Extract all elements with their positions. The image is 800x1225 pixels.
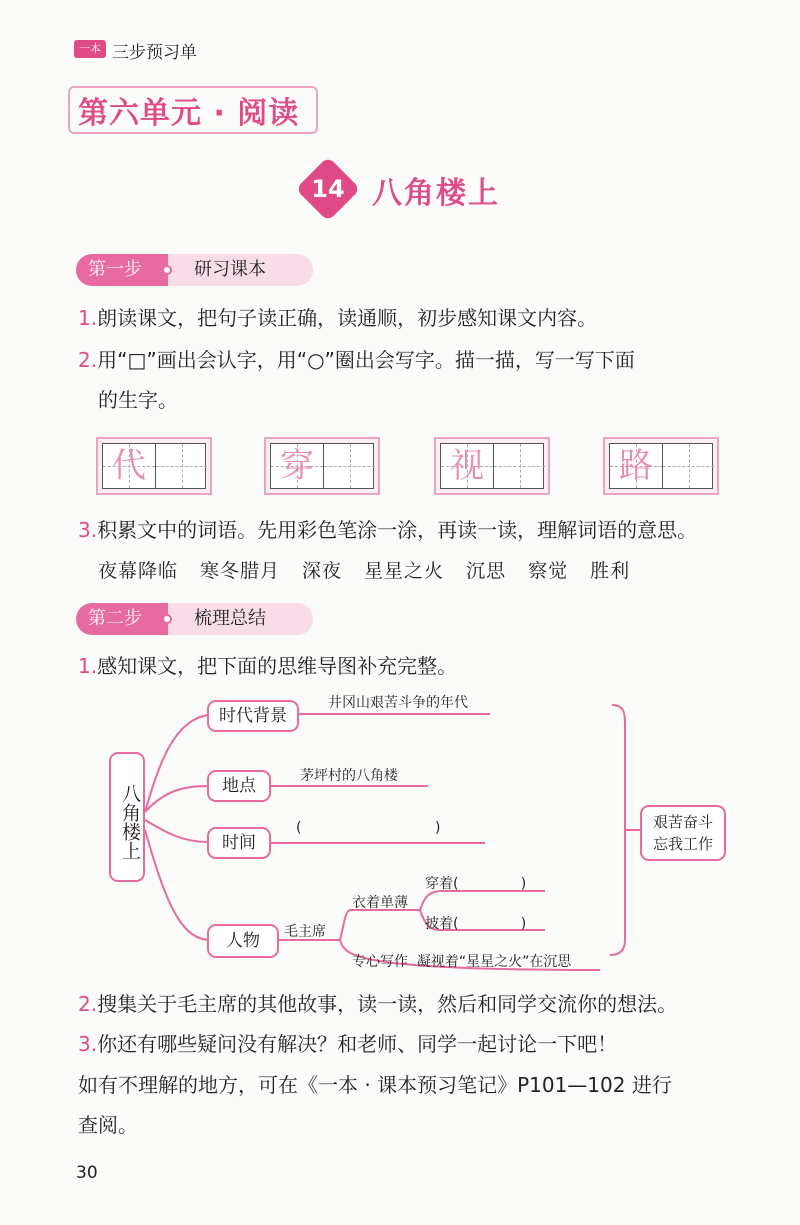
step2-question-1 [78, 652, 457, 680]
vocab-word: 夜幕降临 [98, 560, 179, 582]
mindmap-time-blank[interactable]: ( ) [296, 820, 441, 836]
header-title: 三步预习单 [112, 43, 197, 63]
question-text: 用“□”画出会认字，用“○”圈出会写字。描一描，写一写下面 [97, 348, 635, 372]
mindmap-node-time: 时间 [207, 827, 271, 859]
step1-question-2-cont: 的生字。 [98, 388, 178, 412]
step-dot-icon [162, 614, 172, 624]
question-text: 朗读课文，把句子读正确，读通顺，初步感知课文内容。 [97, 306, 598, 330]
mindmap-place-value: 茅坪村的八角楼 [300, 768, 398, 784]
mindmap-clothes: 衣着单薄 [352, 895, 408, 911]
step1-question-2 [78, 346, 635, 374]
vocab-list [98, 556, 778, 583]
vocab-word: 星星之火 [364, 560, 445, 582]
page-number: 30 [76, 1163, 98, 1183]
char-practice-box [264, 437, 380, 495]
question-text: 感知课文，把下面的思维导图补充完整。 [97, 654, 458, 678]
step2-tag [76, 603, 316, 635]
question-text: 搜集关于毛主席的其他故事，读一读，然后和同学交流你的想法。 [97, 992, 678, 1016]
step2-question-2 [78, 990, 677, 1018]
lesson-title: 八角楼上 [372, 176, 500, 211]
step1-tag-label: 研习课本 [168, 254, 313, 286]
summary-line: 艰苦奋斗 [652, 813, 713, 831]
vocab-word: 察觉 [528, 560, 569, 582]
trace-character: 路 [619, 446, 653, 486]
reference-note: 如有不理解的地方，可在《一本 · 课本预习笔记》P101—102 进行 [78, 1073, 672, 1097]
step2-tag-number: 第二步 [76, 603, 168, 635]
writing-cell[interactable] [155, 444, 207, 488]
summary-line: 忘我工作 [652, 835, 713, 853]
question-number: 3. [78, 1032, 98, 1056]
writing-cell[interactable] [662, 444, 714, 488]
reference-note-cont: 查阅。 [78, 1113, 138, 1137]
mindmap-summary [640, 805, 726, 861]
vocab-word: 寒冬腊月 [200, 560, 281, 582]
question-number: 3. [78, 518, 98, 542]
question-number: 1. [78, 654, 98, 678]
step1-tag [76, 254, 316, 286]
char-practice-box [96, 437, 212, 495]
question-text: 积累文中的词语。先用彩色笔涂一涂，再读一读，理解词语的意思。 [97, 518, 698, 542]
step2-question-3 [78, 1030, 617, 1058]
trace-character: 穿 [280, 446, 314, 486]
char-practice-box [434, 437, 550, 495]
mindmap-work: 专心写作 凝视着“星星之火”在沉思 [352, 954, 572, 970]
step2-tag-label: 梳理总结 [168, 603, 313, 635]
mindmap-person-name: 毛主席 [284, 924, 326, 940]
question-text: 你还有哪些疑问没有解决？和老师、同学一起讨论一下吧！ [97, 1032, 618, 1056]
mindmap-era-value: 井冈山艰苦斗争的年代 [328, 695, 468, 711]
question-number: 1. [78, 306, 98, 330]
mindmap-node-place: 地点 [207, 770, 271, 802]
question-number: 2. [78, 348, 98, 372]
step1-question-1 [78, 304, 597, 332]
lesson-number: 14 [311, 175, 345, 203]
writing-cell[interactable] [493, 444, 545, 488]
step1-tag-number: 第一步 [76, 254, 168, 286]
vocab-word: 胜利 [590, 560, 631, 582]
mindmap-node-person: 人物 [207, 924, 279, 958]
mindmap-drape-blank[interactable]: 披着( ) [425, 916, 527, 932]
step-dot-icon [162, 265, 172, 275]
unit-title: 第六单元 · 阅读 [78, 96, 300, 131]
trace-character: 视 [450, 446, 484, 486]
vocab-word: 深夜 [302, 560, 343, 582]
brand-logo: 一本 [74, 40, 106, 58]
mindmap-center: 八角楼上 [109, 752, 145, 882]
char-practice-box [603, 437, 719, 495]
mindmap-node-era: 时代背景 [207, 700, 299, 732]
trace-character: 代 [112, 446, 146, 486]
mindmap-wear-blank[interactable]: 穿着( ) [425, 876, 527, 892]
step1-question-3 [78, 516, 697, 544]
writing-cell[interactable] [323, 444, 375, 488]
vocab-word: 沉思 [466, 560, 507, 582]
question-number: 2. [78, 992, 98, 1016]
